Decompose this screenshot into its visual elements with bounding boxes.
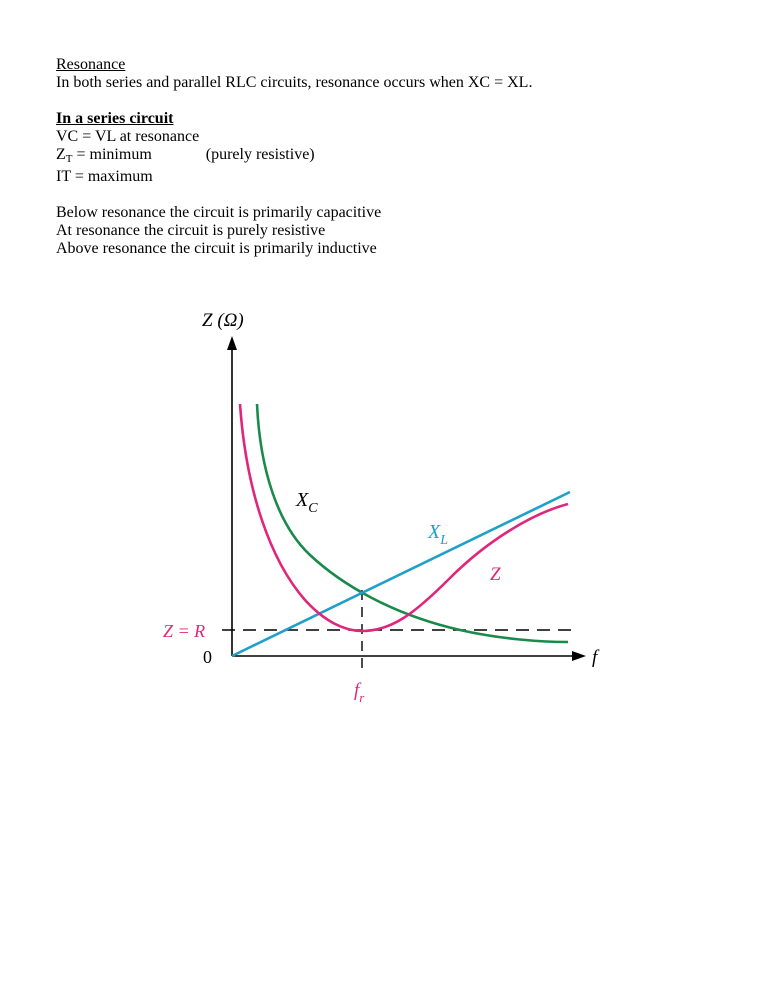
fr-main: f bbox=[354, 680, 360, 701]
y-axis-arrowhead bbox=[227, 336, 237, 350]
xc-label bbox=[295, 489, 318, 516]
at-resonance-text: At resonance the circuit is purely resistive bbox=[56, 222, 326, 239]
zt-note: (purely resistive) bbox=[205, 146, 315, 163]
it-line: IT = maximum bbox=[56, 168, 153, 185]
y-axis-label: Z (Ω) bbox=[202, 310, 244, 331]
vc-line: VC = VL at resonance bbox=[56, 128, 200, 145]
xl-label bbox=[427, 521, 448, 548]
spacer bbox=[56, 186, 716, 204]
xl-sub: L bbox=[440, 533, 449, 548]
xl-main: X bbox=[428, 521, 441, 543]
z-equals-r-label: Z = R bbox=[163, 621, 206, 641]
intro-text: In both series and parallel RLC circuits, resonance occurs when XC = XL. bbox=[56, 74, 533, 91]
zt-subscript: T bbox=[65, 153, 73, 165]
origin-label: 0 bbox=[203, 647, 212, 667]
fr-sub: r bbox=[359, 690, 365, 705]
spacer bbox=[56, 92, 716, 110]
document-title: Resonance bbox=[56, 56, 126, 73]
xc-sub: C bbox=[308, 501, 318, 516]
zt-prefix: Z bbox=[56, 146, 66, 163]
z-curve-label: Z bbox=[490, 564, 501, 585]
x-axis-label: f bbox=[592, 647, 598, 668]
zt-line bbox=[56, 146, 716, 168]
x-axis-arrowhead bbox=[572, 651, 586, 661]
above-resonance-text: Above resonance the circuit is primarily inductive bbox=[56, 240, 377, 257]
below-resonance-text: Below resonance the circuit is primarily capacitive bbox=[56, 204, 382, 221]
resonance-impedance-diagram bbox=[160, 300, 600, 705]
fr-label bbox=[354, 680, 365, 705]
zt-rest: = minimum bbox=[72, 146, 152, 163]
xc-main: X bbox=[296, 489, 309, 511]
document-body bbox=[56, 56, 716, 258]
series-heading: In a series circuit bbox=[56, 110, 174, 127]
